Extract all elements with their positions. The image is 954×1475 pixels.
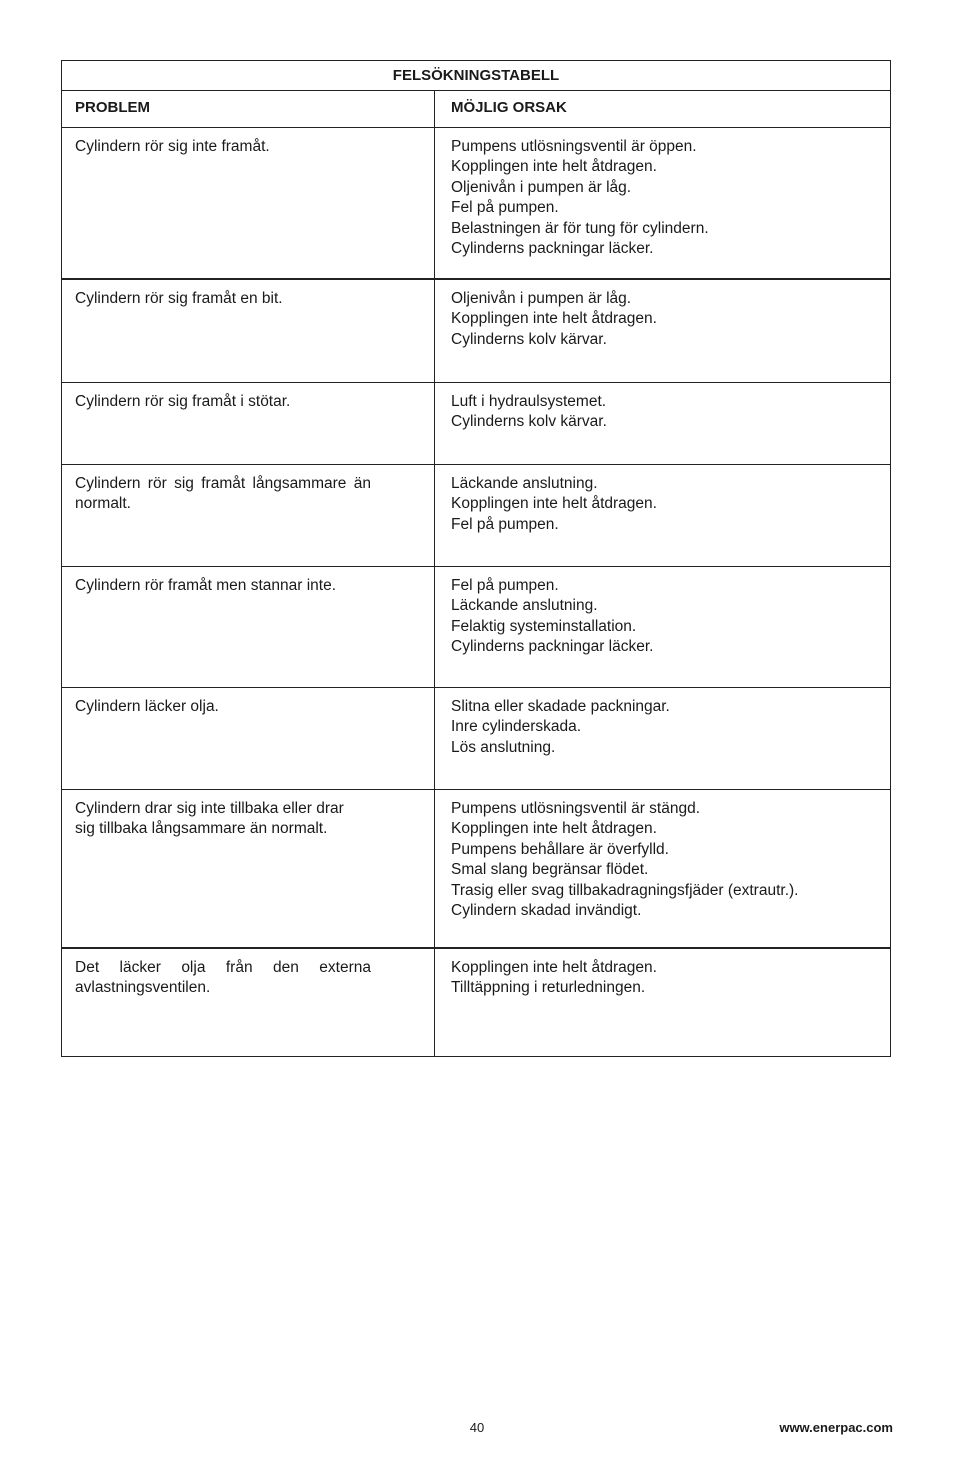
cause-cell (435, 949, 890, 1056)
table-row (62, 949, 890, 1056)
cause-cell (435, 128, 890, 278)
problem-text: Cylindern rör sig framåt långsammare än normalt. (75, 475, 371, 513)
table-row (62, 567, 890, 688)
cause-text: Pumpens utlösningsventil är öppen. (451, 138, 697, 155)
cause-text: Fel på pumpen. (451, 515, 559, 533)
cause-text: Cylinderns kolv kärvar. (451, 330, 607, 348)
cause-text: Läckande anslutning. (451, 475, 598, 492)
problem-cell (62, 688, 435, 789)
cause-text: Läckande anslutning. (451, 597, 598, 615)
problem-text: sig tillbaka långsammare än normalt. (75, 820, 328, 838)
problem-text: Cylindern rör framåt men stannar inte. (75, 577, 337, 594)
cause-text: Fel på pumpen. (451, 577, 559, 594)
cause-text: Tilltäppning i returledningen. (451, 979, 646, 997)
problem-cell (62, 280, 435, 382)
cause-text: Kopplingen inte helt åtdragen. (451, 158, 657, 176)
problem-text: Cylindern drar sig inte tillbaka eller drar (75, 800, 344, 817)
problem-text: Cylindern rör sig inte framåt. (75, 138, 270, 155)
cause-text: Cylinderns packningar läcker. (451, 240, 654, 258)
cause-text: Oljenivån i pumpen är låg. (451, 178, 632, 196)
table-row (62, 465, 890, 567)
cause-cell (435, 465, 890, 566)
table-row (62, 790, 890, 949)
cause-cell (435, 383, 890, 464)
cause-text: Slitna eller skadade packningar. (451, 698, 670, 715)
cause-text: Felaktig systeminstallation. (451, 617, 637, 635)
cause-text: Trasig eller svag tillbakadragningsfjäder (extrautr.). (451, 881, 799, 899)
problem-cell (62, 383, 435, 464)
problem-text: Cylindern rör sig framåt en bit. (75, 290, 283, 307)
cause-text: Lös anslutning. (451, 738, 556, 756)
table-row (62, 280, 890, 383)
table-title: FELSÖKNINGSTABELL (62, 61, 890, 91)
problem-cell (62, 790, 435, 947)
table-header-row (62, 91, 890, 128)
cause-text: Smal slang begränsar flödet. (451, 861, 649, 879)
problem-text: Det läcker olja från den externa avlastningsventilen. (75, 959, 371, 997)
table-row (62, 688, 890, 790)
cause-cell (435, 688, 890, 789)
problem-text: Cylindern läcker olja. (75, 698, 219, 715)
cause-text: Cylinderns kolv kärvar. (451, 413, 607, 431)
cause-text: Belastningen är för tung för cylindern. (451, 219, 709, 237)
cause-text: Oljenivån i pumpen är låg. (451, 290, 632, 307)
cause-text: Kopplingen inte helt åtdragen. (451, 495, 657, 513)
problem-cell (62, 465, 435, 566)
cause-cell (435, 567, 890, 687)
header-cause: MÖJLIG ORSAK (451, 99, 567, 116)
problem-cell (62, 128, 435, 278)
problem-text: Cylindern rör sig framåt i stötar. (75, 393, 291, 410)
footer-url: www.enerpac.com (779, 1420, 893, 1435)
cause-text: Pumpens behållare är överfylld. (451, 840, 669, 858)
problem-cell (62, 949, 435, 1056)
cause-text: Inre cylinderskada. (451, 718, 582, 736)
troubleshooting-table (61, 60, 891, 1057)
problem-cell (62, 567, 435, 687)
table-row (62, 128, 890, 280)
cause-cell (435, 280, 890, 382)
cause-text: Cylindern skadad invändigt. (451, 902, 642, 920)
cause-cell (435, 790, 890, 947)
page-number: 40 (469, 1420, 485, 1435)
cause-text: Kopplingen inte helt åtdragen. (451, 820, 657, 838)
cause-text: Fel på pumpen. (451, 199, 559, 217)
table-row (62, 383, 890, 465)
cause-text: Cylinderns packningar läcker. (451, 638, 654, 656)
cause-text: Luft i hydraulsystemet. (451, 393, 607, 410)
cause-text: Pumpens utlösningsventil är stängd. (451, 800, 701, 817)
cause-text: Kopplingen inte helt åtdragen. (451, 310, 657, 328)
table-body (62, 128, 890, 1056)
cause-text: Kopplingen inte helt åtdragen. (451, 959, 657, 976)
header-problem: PROBLEM (62, 91, 435, 127)
